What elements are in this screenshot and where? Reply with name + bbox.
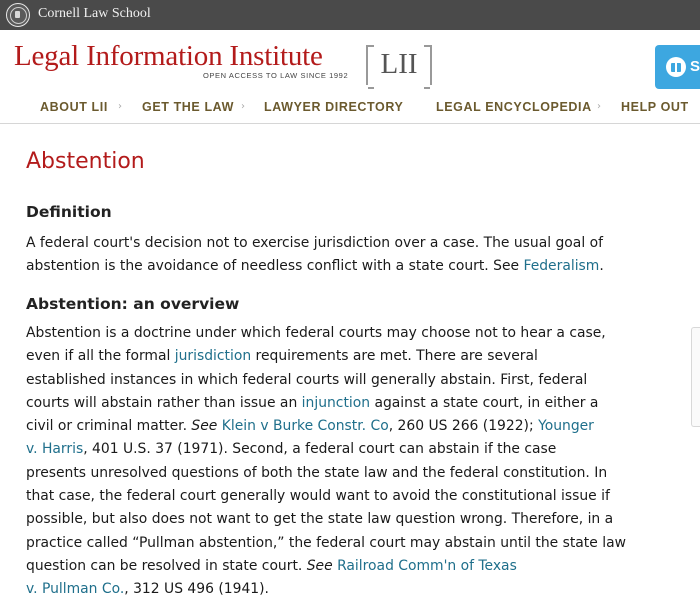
gift-icon — [666, 57, 686, 77]
text-span: . — [599, 258, 604, 275]
see-signal: See — [191, 418, 218, 435]
text-span: courts will abstain rather than issue an — [26, 394, 302, 411]
site-title-link[interactable]: Legal Information Institute — [14, 40, 323, 72]
nav-help-out[interactable]: HELP OUT — [621, 100, 689, 114]
text-line: possible, but also does not want to get the state law question wrong. Therefore, in a — [26, 511, 614, 528]
definition-heading: Definition — [26, 203, 112, 221]
chevron-right-icon: › — [597, 101, 601, 112]
school-name-link[interactable]: Cornell Law School — [38, 6, 151, 21]
nav-legal-encyclopedia[interactable]: LEGAL ENCYCLOPEDIA — [436, 100, 592, 114]
text-line: Abstention is a doctrine under which federal courts may choose not to hear a case, — [26, 325, 606, 341]
text-span: , 260 US 266 (1922); — [388, 418, 539, 435]
text-span: question can be resolved in state court. — [26, 557, 307, 574]
link-federalism[interactable]: Federalism — [523, 258, 600, 275]
see-signal: See — [306, 557, 333, 574]
chevron-right-icon: › — [118, 101, 122, 112]
link-younger-v-harris[interactable]: v. Harris — [26, 441, 84, 458]
overview-heading: Abstention: an overview — [26, 295, 240, 313]
nav-get-the-law[interactable]: GET THE LAW — [142, 100, 235, 114]
text-line: presents unresolved questions of both the state law and the federal constitution. In — [26, 464, 608, 481]
link-klein-v-burke[interactable]: Klein v Burke Constr. Co — [221, 418, 389, 435]
overview-paragraph — [26, 322, 666, 602]
text-line: practice called “Pullman abstention,” the federal court may abstain until the state law — [26, 534, 626, 551]
text-span: abstention is the avoidance of needless conflict with a state court. See — [26, 258, 524, 275]
nav-lawyer-directory[interactable]: LAWYER DIRECTORY — [264, 100, 404, 114]
text-line — [26, 255, 666, 278]
definition-paragraph — [26, 232, 666, 279]
cornell-seal-icon[interactable] — [6, 3, 30, 27]
link-jurisdiction[interactable]: jurisdiction — [174, 348, 252, 365]
text-span: , 312 US 496 (1941). — [124, 581, 269, 598]
text-line — [26, 555, 666, 578]
text-line — [26, 578, 666, 601]
text-span: even if all the formal — [26, 348, 175, 365]
text-line — [26, 345, 666, 368]
support-button[interactable] — [655, 45, 700, 89]
text-line: established instances in which federal courts will generally abstain. First, federal — [26, 371, 588, 388]
link-railroad-commn[interactable]: v. Pullman Co. — [26, 581, 125, 598]
text-span: against a state court, in either a — [370, 394, 599, 411]
link-injunction[interactable]: injunction — [301, 394, 371, 411]
side-widget-tab[interactable] — [691, 327, 700, 427]
link-railroad-commn[interactable]: Railroad Comm'n of Texas — [337, 557, 517, 574]
site-tagline: OPEN ACCESS TO LAW SINCE 1992 — [203, 71, 349, 80]
text-line — [26, 415, 666, 438]
text-span: requirements are met. There are several — [251, 348, 538, 365]
text-span: , 401 U.S. 37 (1971). Second, a federal court can abstain if the case — [83, 441, 557, 458]
nav-about-lii[interactable]: ABOUT LII — [40, 100, 108, 114]
main-nav — [0, 91, 700, 124]
link-younger-v-harris[interactable]: Younger — [538, 418, 594, 435]
support-button-label: S — [690, 58, 700, 75]
text-line — [26, 438, 666, 461]
text-line: that case, the federal court generally would want to avoid the constitutional issue if — [26, 488, 610, 505]
chevron-right-icon: › — [241, 101, 245, 112]
text-span: civil or criminal matter. — [26, 418, 192, 435]
university-bar — [0, 0, 700, 30]
lii-logo-text: LII — [380, 48, 418, 80]
page-title: Abstention — [26, 149, 145, 174]
text-line: A federal court's decision not to exercise jurisdiction over a case. The usual goal of — [26, 235, 603, 251]
lii-logo[interactable] — [366, 45, 432, 85]
text-line — [26, 392, 666, 415]
